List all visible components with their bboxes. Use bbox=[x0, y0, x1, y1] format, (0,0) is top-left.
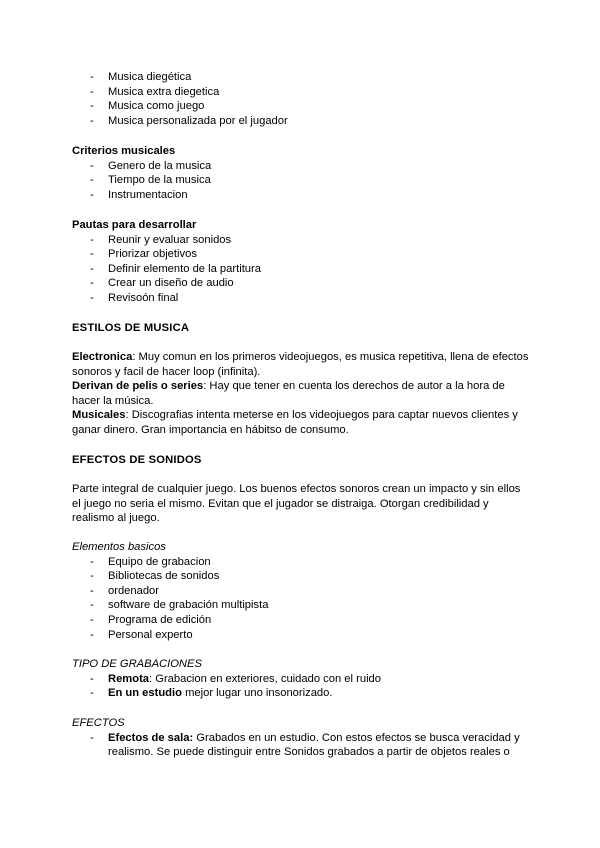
criterios-section bbox=[72, 144, 532, 202]
efectos-heading: EFECTOS bbox=[72, 717, 125, 729]
list-item: - En un estudio mejor lugar uno insonorizado. bbox=[72, 686, 532, 701]
efectos-section bbox=[72, 716, 532, 760]
term-electronica: Electronica bbox=[72, 351, 133, 363]
list-item: - Equipo de grabacion bbox=[72, 555, 532, 570]
grabaciones-list bbox=[72, 672, 532, 701]
list-item: - Bibliotecas de sonidos bbox=[72, 569, 532, 584]
criterios-heading: Criterios musicales bbox=[72, 145, 176, 157]
list-item: - Musica como juego bbox=[72, 99, 532, 114]
list-item: - Instrumentacion bbox=[72, 188, 532, 203]
list-item: - ordenador bbox=[72, 584, 532, 599]
list-item: - Crear un diseño de audio bbox=[72, 276, 532, 291]
list-item: - Efectos de sala: Grabados en un estudio. Con estos efectos se busca veracidad y realismo. Se puede distinguir entre Sonidos grabados a partir de objetos reales o bbox=[72, 731, 532, 760]
list-item: - Remota: Grabacion en exteriores, cuidado con el ruido bbox=[72, 672, 532, 687]
estilos-body bbox=[72, 350, 534, 438]
grabaciones-heading: TIPO DE GRABACIONES bbox=[72, 658, 202, 670]
term-estudio: En un estudio bbox=[108, 687, 182, 700]
pautas-heading: Pautas para desarrollar bbox=[72, 219, 197, 231]
list-item: - software de grabación multipista bbox=[72, 598, 532, 613]
list-item: - Reunir y evaluar sonidos bbox=[72, 233, 532, 248]
elementos-section bbox=[72, 540, 532, 642]
term-musicales: Musicales bbox=[72, 409, 126, 422]
list-item: - Musica extra diegetica bbox=[72, 85, 532, 100]
list-item: - Programa de edición bbox=[72, 613, 532, 628]
estilos-paragraph-musicales: Musicales: Discografias intenta meterse en los videojuegos para captar nuevos clientes y ganar dinero. Gran importancia en hábitso de consumo. bbox=[72, 409, 518, 436]
list-item: - Musica diegética bbox=[72, 70, 532, 85]
efectos-list bbox=[72, 731, 532, 760]
estilos-heading: ESTILOS DE MUSICA bbox=[72, 322, 190, 334]
elementos-heading: Elementos basicos bbox=[72, 541, 166, 553]
term-pelis: Derivan de pelis o series bbox=[72, 380, 204, 393]
list-item: - Musica personalizada por el jugador bbox=[72, 114, 532, 129]
pautas-section bbox=[72, 218, 532, 306]
term-efectos-sala: Efectos de sala: bbox=[108, 731, 194, 744]
pautas-list bbox=[72, 233, 532, 306]
efectos-sonidos-heading: EFECTOS DE SONIDOS bbox=[72, 454, 202, 466]
music-types-list-block bbox=[72, 70, 532, 128]
term-remota: Remota bbox=[108, 672, 150, 685]
grabaciones-section bbox=[72, 657, 532, 701]
estilos-paragraph-electronica: Electronica: Muy comun en los primeros videojuegos, es musica repetitiva, llena de efectos sonoros y facil de hacer loop (infinita). bbox=[72, 351, 529, 378]
list-item: - Revisoón final bbox=[72, 291, 532, 306]
estilos-paragraph-pelis: Derivan de pelis o series: Hay que tener en cuenta los derechos de autor a la hora de hacer la música. bbox=[72, 380, 505, 407]
list-item: - Definir elemento de la partitura bbox=[72, 262, 532, 277]
list-item: - Tiempo de la musica bbox=[72, 173, 532, 188]
list-item: - Priorizar objetivos bbox=[72, 247, 532, 262]
music-types-list bbox=[72, 70, 532, 128]
list-item: - Personal experto bbox=[72, 628, 532, 643]
list-item: - Genero de la musica bbox=[72, 159, 532, 174]
criterios-list bbox=[72, 159, 532, 203]
elementos-list bbox=[72, 555, 532, 643]
efectos-sonidos-paragraph: Parte integral de cualquier juego. Los buenos efectos sonoros crean un impacto y sin ellos el juego no seria el mismo. Evitan que el jugador se distraiga. Otorgan credibilidad y realismo al juego. bbox=[72, 483, 521, 525]
